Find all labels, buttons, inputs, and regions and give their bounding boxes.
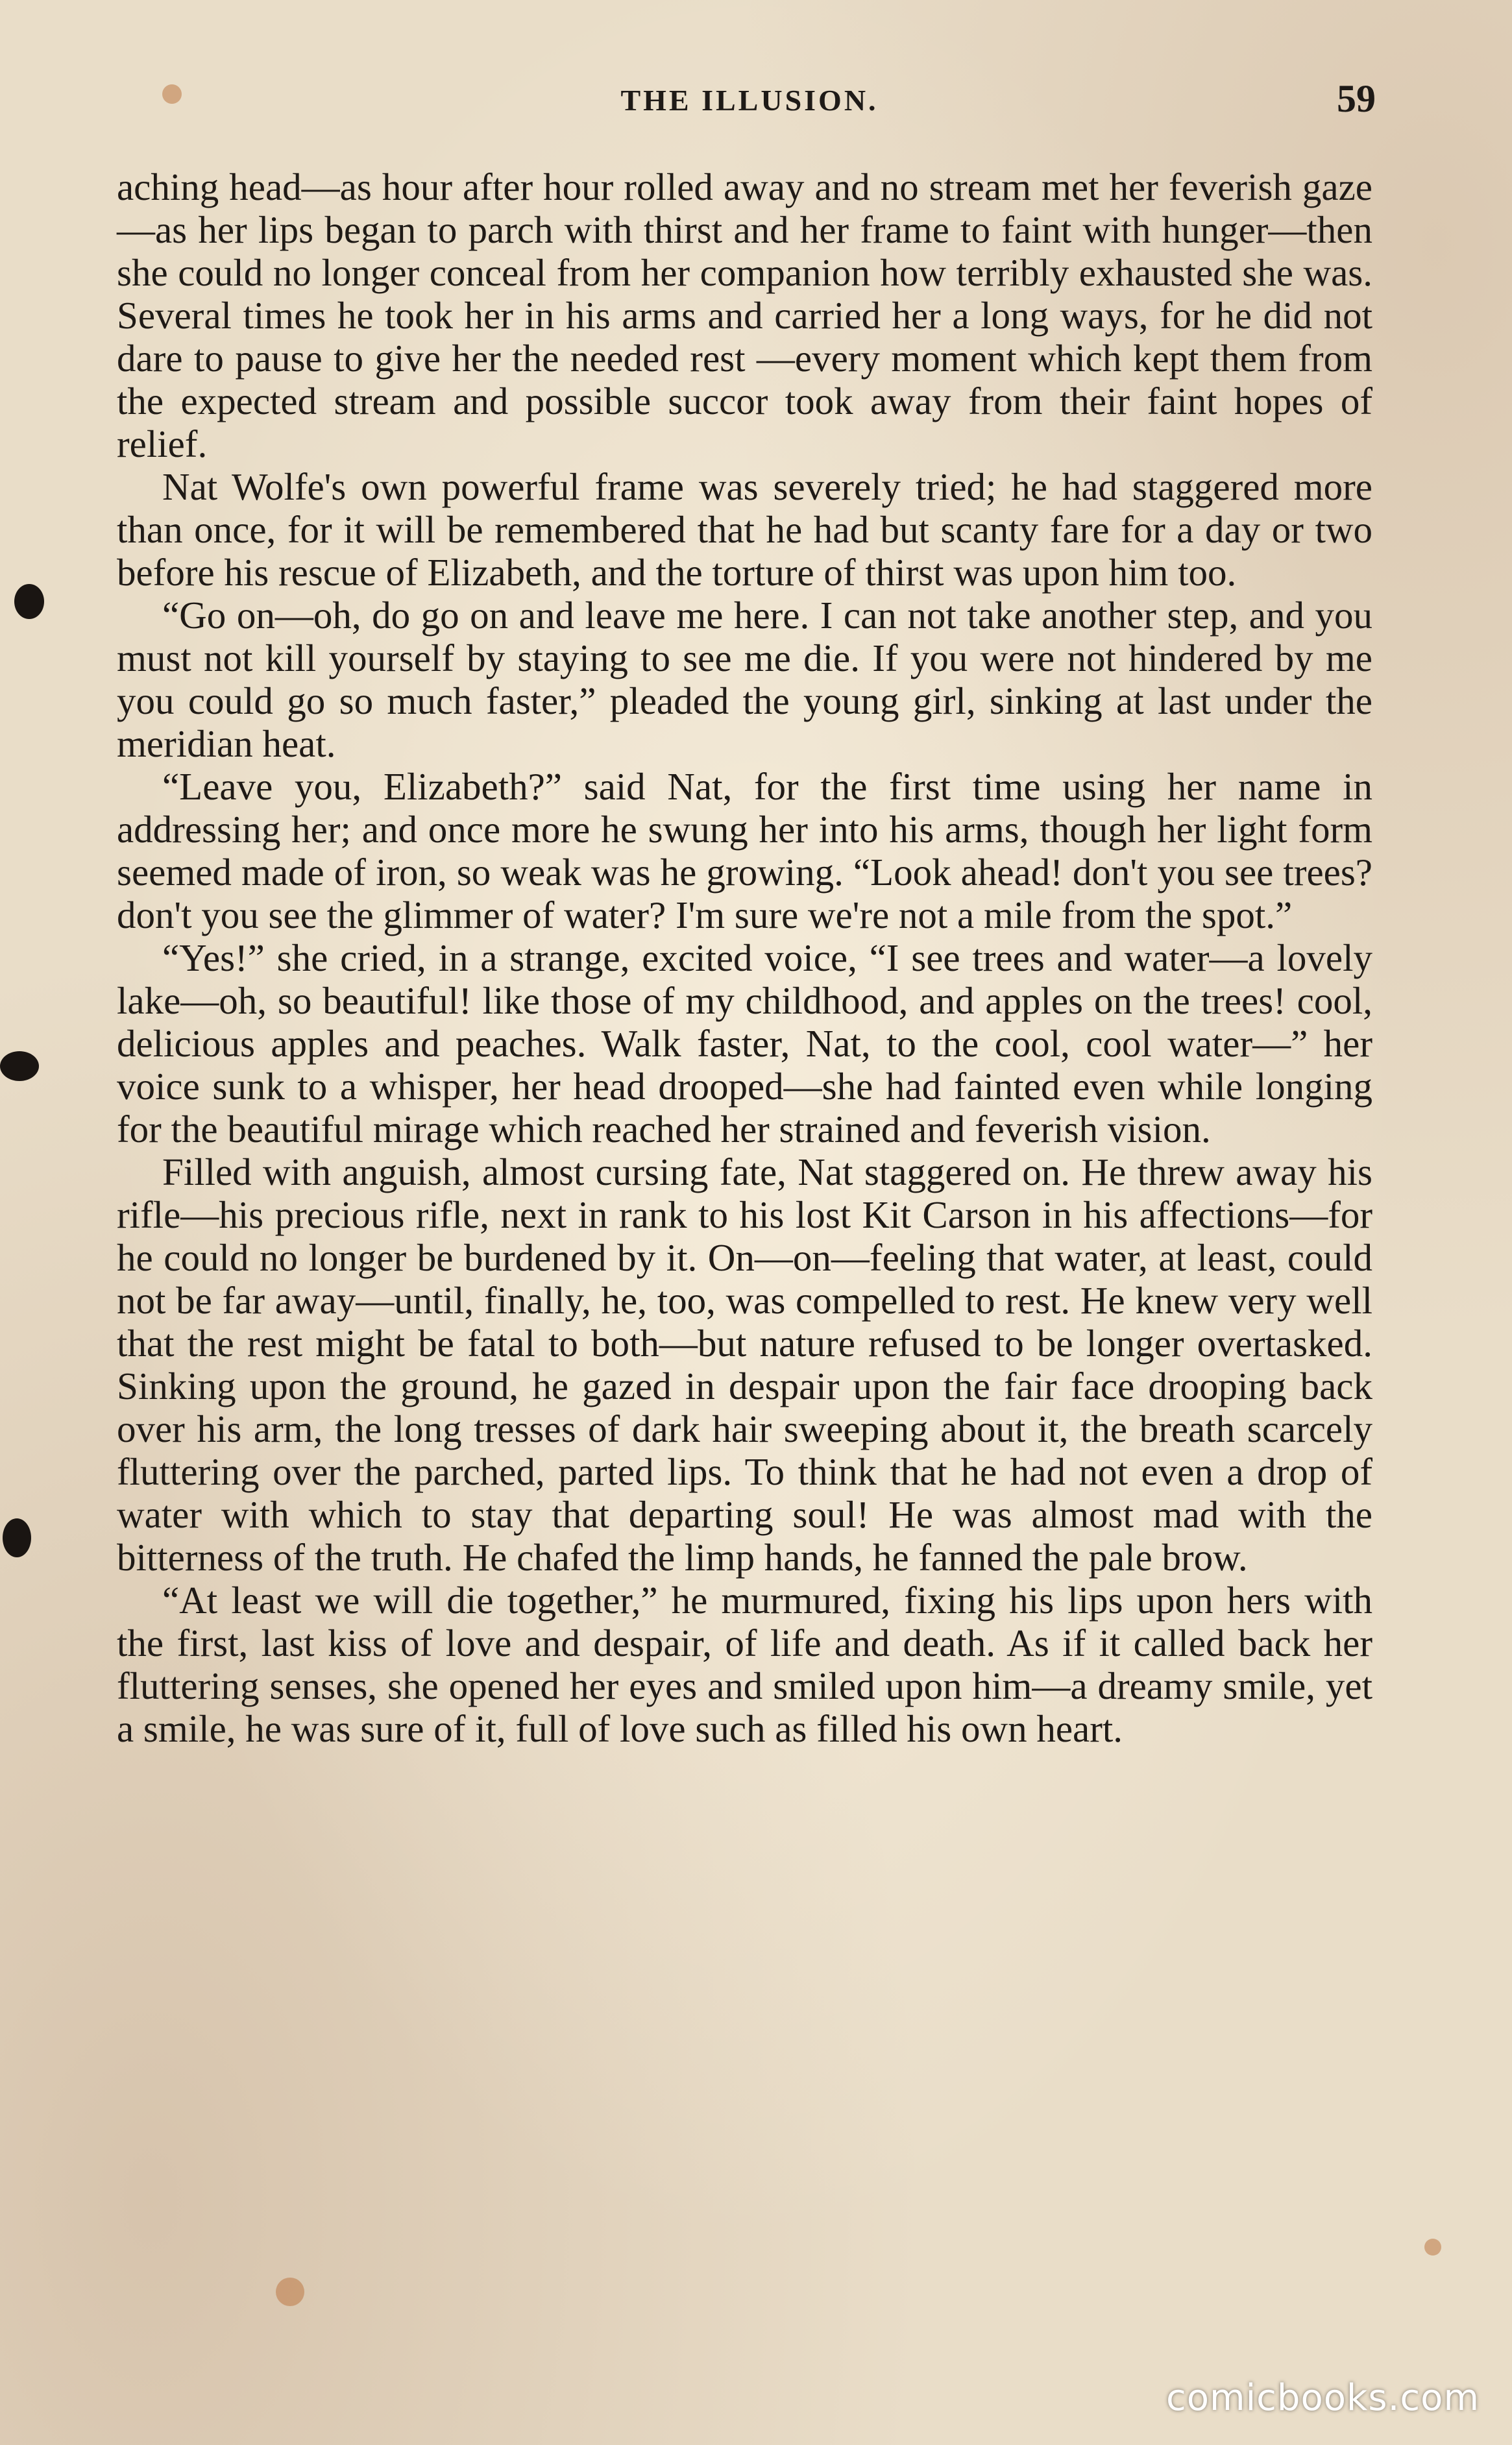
binding-hole-1 xyxy=(14,584,44,619)
paragraph-3: “Go on—oh, do go on and leave me here. I can not take another step, and you must not kill yourself by staying to see me die. If you were not hindered by me you could go so much faster,” pleaded the young girl, sinking at last under the meridian heat. xyxy=(117,594,1372,765)
stain-bottom xyxy=(276,2278,304,2306)
binding-hole-3 xyxy=(3,1518,31,1557)
body-text xyxy=(117,165,1372,1750)
page-number: 59 xyxy=(1337,77,1376,120)
page-header xyxy=(123,77,1376,128)
paragraph-7: “At least we will die together,” he murmured, fixing his lips upon hers with the first, last kiss of love and despair, of life and death. As if it called back her fluttering senses, she opened her eyes and smiled upon him—a dreamy smile, yet a smile, he was sure of it, full of love such as filled his own heart. xyxy=(117,1579,1372,1750)
paragraph-5: “Yes!” she cried, in a strange, excited voice, “I see trees and water—a lovely lake—oh, so beautiful! like those of my childhood, and apples on the trees! cool, delicious apples and peaches. Walk faster, Nat, to the cool, cool water—” her voice sunk to a whisper, her head drooped—she had fainted even while longing for the beautiful mirage which reached her strained and feverish vision. xyxy=(117,936,1372,1150)
paragraph-2: Nat Wolfe's own powerful frame was severely tried; he had staggered more than once, for it will be remembered that he had but scanty fare for a day or two before his rescue of Elizabeth, and the torture of thirst was upon him too. xyxy=(117,465,1372,594)
paragraph-4: “Leave you, Elizabeth?” said Nat, for the first time using her name in addressing her; and once more he swung her into his arms, though her light form seemed made of iron, so weak was he growing. “Look ahead! don't you see trees? don't you see the glimmer of water? I'm sure we're not a mile from the spot.” xyxy=(117,765,1372,936)
paragraph-6: Filled with anguish, almost cursing fate, Nat staggered on. He threw away his rifle—his precious rifle, next in rank to his lost Kit Carson in his affections—for he could no longer be burdened by it. On—on—feeling that water, at least, could not be far away—until, finally, he, too, was compelled to rest. He knew very well that the rest might be fatal to both—but nature refused to be longer overtasked. Sinking upon the ground, he gazed in despair upon the fair face drooping back over his arm, the long tresses of dark hair sweeping about it, the breath scarcely fluttering over the parched, parted lips. To think that he had not even a drop of water with which to stay that departing soul! He was almost mad with the bitterness of the truth. He chafed the limp hands, he fanned the pale brow. xyxy=(117,1150,1372,1579)
running-head: THE ILLUSION. xyxy=(620,84,879,117)
stain-right xyxy=(1424,2239,1441,2256)
paragraph-1: aching head—as hour after hour rolled away and no stream met her feverish gaze—as her lips began to parch with thirst and her frame to faint with hunger—then she could no longer conceal from her companion how terribly exhausted she was. Several times he took her in his arms and carried her a long ways, for he did not dare to pause to give her the needed rest —every moment which kept them from the expected stream and possible succor took away from their faint hopes of relief. xyxy=(117,165,1372,465)
binding-hole-2 xyxy=(0,1051,39,1081)
watermark: comicbooks.com xyxy=(1165,2377,1480,2419)
stain-top-left xyxy=(162,84,182,104)
